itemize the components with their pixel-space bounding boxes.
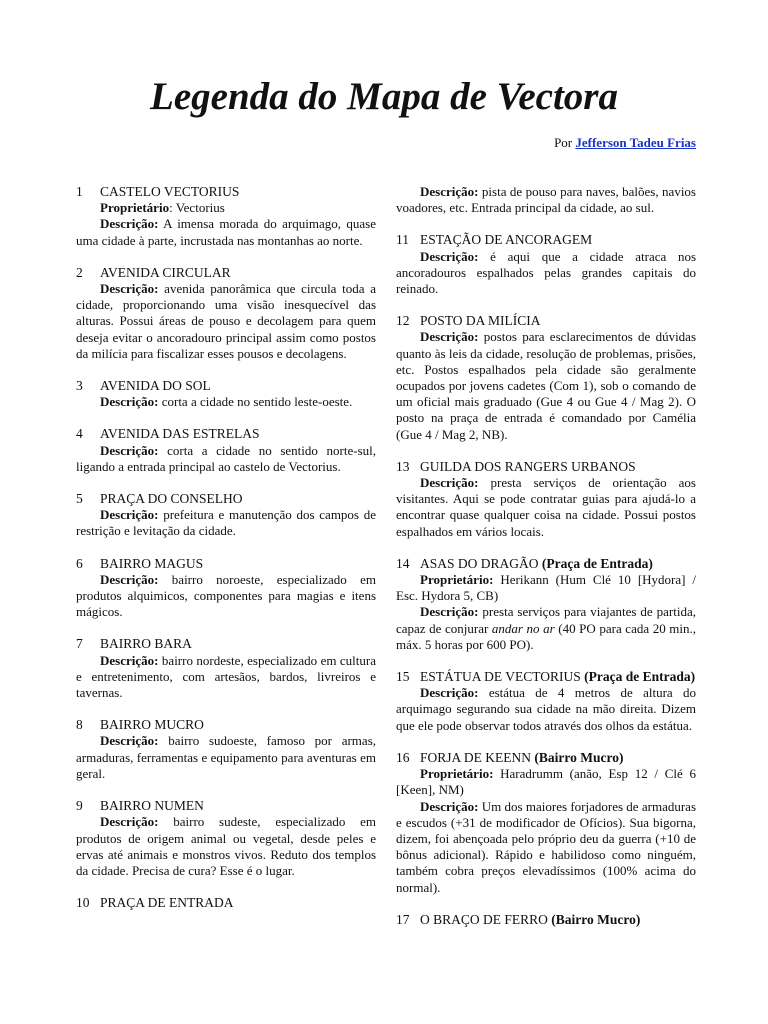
description-text: corta a cidade no sentido norte-sul, ligando a entrada principal ao castelo de Vectorius.: [76, 442, 376, 474]
entry-number: 3: [76, 378, 83, 394]
entry-number: 9: [76, 798, 83, 814]
legend-entry-15: [396, 669, 696, 734]
entry-description: [76, 394, 376, 410]
entry-title: AVENIDA DAS ESTRELAS: [100, 426, 260, 442]
entry-description: [76, 216, 376, 248]
entry-title: ESTAÇÃO DE ANCORAGEM: [420, 232, 593, 248]
description-text: pista de pouso para naves, balões, navios voadores, etc. Entrada principal da cidade, ao sul.: [396, 184, 696, 216]
description-text: A imensa morada do arquimago, quase uma cidade à parte, incrustada nas montanhas ao norte.: [76, 216, 376, 248]
entry-title: BAIRRO MAGUS: [100, 555, 204, 571]
entry-title: GUILDA DOS RANGERS URBANOS: [420, 458, 636, 474]
entry-number: 10: [76, 895, 90, 911]
legend-entry-12: [396, 313, 696, 443]
entry-number: 8: [76, 717, 83, 733]
entry-number: 1: [76, 184, 83, 199]
entry-number: 14: [396, 555, 410, 571]
legend-entry-4: [76, 426, 376, 475]
entry-description: [396, 604, 696, 653]
legend-entry-8: [76, 717, 376, 782]
legend-entry-11: [396, 232, 696, 297]
description-text: postos para esclarecimentos de dúvidas quanto às leis da cidade, resolução de problemas, prisões, etc. Postos espalhados pela cidade são geralmente ocupados por jovens cadetes (Com 1), sob o comando de um oficial mais graduado (Gue 4 ou Gue 4 / Mag 2). O posto na praça de entrada é comandado por Camélia (Gue 4 / Mag 2, NB).: [396, 329, 697, 442]
description-label: Descrição:: [100, 814, 159, 830]
entry-description: [76, 814, 376, 879]
description-label: Descrição:: [100, 281, 159, 297]
entry-title: PRAÇA DE ENTRADA: [100, 895, 234, 911]
description-label: Descrição:: [100, 216, 159, 232]
description-text: prefeitura e manutenção dos campos de restrição e levitação da cidade.: [76, 507, 376, 539]
legend-entry-17: [396, 912, 696, 928]
entry-number: 5: [76, 491, 83, 507]
description-label: Descrição:: [420, 685, 479, 701]
description-label: Descrição:: [420, 329, 479, 345]
entry-number: 13: [396, 458, 410, 474]
entry-description: [396, 249, 696, 298]
description-label: Descrição:: [420, 248, 479, 264]
entry-description: [396, 329, 696, 442]
description-text: presta serviços de orientação aos visitantes. Aqui se pode contratar guias para ajudá-lo a encontrar quase qualquer coisa na cidade. Possui postos espalhados em vários locais.: [396, 475, 696, 539]
legend-entry-16: [396, 750, 696, 896]
legend-entry-3: [76, 378, 376, 410]
description-text: bairro noroeste, especializado em produtos alquimicos, componentes para magias e itens mágicos.: [76, 571, 376, 620]
owner-value: Haradrumm (anão, Esp 12 / Clé 6 [Keen], NM): [396, 766, 697, 798]
entry-title: O BRAÇO DE FERRO: [420, 911, 548, 927]
entry-owner: [396, 572, 696, 604]
entry-title: CASTELO VECTORIUS: [100, 184, 240, 199]
entry-number: 15: [396, 669, 410, 685]
entry-subtitle: (Bairro Mucro): [534, 749, 624, 765]
entry-description: [76, 572, 376, 621]
legend-entry-9: [76, 798, 376, 879]
legend-entry-10-header: [76, 895, 376, 911]
entry-description: [76, 281, 376, 362]
spell-name: andar no ar: [491, 620, 555, 636]
entry-owner: Proprietário: Vectorius: [100, 200, 225, 216]
entry-number: 11: [396, 232, 409, 248]
entry-title: AVENIDA DO SOL: [100, 378, 211, 394]
description-text: corta a cidade no sentido leste-oeste.: [161, 394, 353, 410]
description-text: é aqui que a cidade atraca nos ancoradouros espalhados pelas grandes capitais do reinado.: [396, 248, 697, 297]
description-text: avenida panorâmica que circula toda a cidade, proporcionando uma visão inesquecível das alturas. Possui áreas de pouso e decolagem para quem deseja evitar o ancoradouro principal assim como postos da milícia para fiscalizar esses pousos e decolagens.: [76, 281, 377, 361]
description-label: Descrição:: [100, 733, 159, 749]
legend-entry-2: [76, 265, 376, 362]
owner-value: Herikann (Hum Clé 10 [Hydora] / Esc. Hydora 5, CB): [396, 572, 697, 604]
entry-number: 2: [76, 264, 83, 280]
description-label: Descrição:: [420, 475, 479, 491]
description-text: Um dos maiores forjadores de armaduras e escudos (+31 de modificador de Ofícios). Sua bigorna, dizem, foi abençoada pelo próprio deu da guerra (+10 de bônus adicional). Rápido e habilidoso como ninguém, também cobra preços elevadíssimos (100% acima do normal).: [396, 798, 697, 895]
entry-description: [396, 184, 696, 216]
legend-entry-5: [76, 491, 376, 540]
entry-description: [76, 507, 376, 539]
entry-number: 17: [396, 911, 410, 927]
description-label: Descrição:: [100, 394, 159, 410]
page-title: Legenda do Mapa de Vectora: [150, 75, 618, 118]
entry-description: [76, 443, 376, 475]
description-label: Descrição:: [100, 442, 159, 458]
entry-title: PRAÇA DO CONSELHO: [100, 491, 243, 507]
description-label: Descrição:: [100, 571, 159, 587]
description-label: Descrição:: [100, 507, 159, 523]
entry-title: POSTO DA MILÍCIA: [420, 313, 541, 329]
entry-number: 16: [396, 749, 410, 765]
byline-prefix: Por: [554, 135, 573, 150]
legend-entry-7: [76, 636, 376, 701]
entry-number: 12: [396, 313, 410, 329]
entry-description: [396, 799, 696, 896]
description-label: Descrição:: [420, 604, 479, 620]
description-label: Descrição:: [420, 184, 479, 199]
legend-entry-14: [396, 556, 696, 653]
entry-title: BAIRRO MUCRO: [100, 717, 204, 733]
description-text: estátua de 4 metros de altura do arquimago segurando sua cidade na mão direita. Dizem que ele pode observar todos através dos olhos da estátua.: [396, 685, 697, 733]
entry-number: 7: [76, 636, 83, 652]
legend-entry-1: [76, 184, 376, 249]
entry-title: ESTÁTUA DE VECTORIUS: [420, 669, 581, 685]
author-link[interactable]: Jefferson Tadeu Frias: [575, 135, 696, 150]
entry-subtitle: (Bairro Mucro): [551, 911, 641, 927]
legend-entry-10-body: [396, 184, 696, 216]
description-text-end: (40 PO para cada 20 min., máx. 5 horas por 600 PO).: [396, 620, 696, 652]
description-text: bairro sudeste, especializado em produtos de origem animal ou vegetal, desde peles e ervas até animais e monstros vivos. Reduto dos templos da cidade. Precisa de cura? Esse é o lugar.: [76, 814, 376, 878]
owner-label: Proprietário:: [420, 572, 494, 588]
description-text: bairro nordeste, especializado em cultura e entretenimento, com artesãos, bardos, livreiros e tavernas.: [76, 652, 377, 701]
owner-label: Proprietário:: [420, 766, 494, 782]
left-column: [76, 184, 376, 927]
description-text: bairro sudoeste, famoso por armas, armaduras, ferramentas e equipamento para aventuras em geral.: [76, 733, 376, 781]
description-text: presta serviços para viajantes de partida, capaz de conjurar: [396, 604, 697, 636]
entry-owner: [396, 766, 696, 798]
entry-title: BAIRRO NUMEN: [100, 798, 204, 814]
description-label: Descrição:: [100, 652, 159, 668]
owner-label: Proprietário: [100, 200, 170, 216]
entry-title: AVENIDA CIRCULAR: [100, 264, 231, 280]
entry-description: [396, 685, 696, 734]
right-column: [396, 184, 696, 944]
owner-value: Vectorius: [175, 200, 225, 216]
entry-subtitle: (Praça de Entrada): [541, 555, 653, 571]
entry-number: 6: [76, 555, 83, 571]
entry-title: FORJA DE KEENN: [420, 749, 532, 765]
byline: [554, 135, 696, 151]
legend-entry-13: [396, 459, 696, 540]
entry-subtitle: (Praça de Entrada): [584, 669, 696, 685]
description-label: Descrição:: [420, 798, 479, 814]
entry-title: ASAS DO DRAGÃO: [420, 555, 539, 571]
legend-entry-6: [76, 556, 376, 621]
entry-description: [76, 733, 376, 782]
entry-title: BAIRRO BARA: [100, 636, 192, 652]
entry-description: [396, 475, 696, 540]
entry-description: [76, 653, 376, 702]
entry-number: 4: [76, 426, 83, 442]
